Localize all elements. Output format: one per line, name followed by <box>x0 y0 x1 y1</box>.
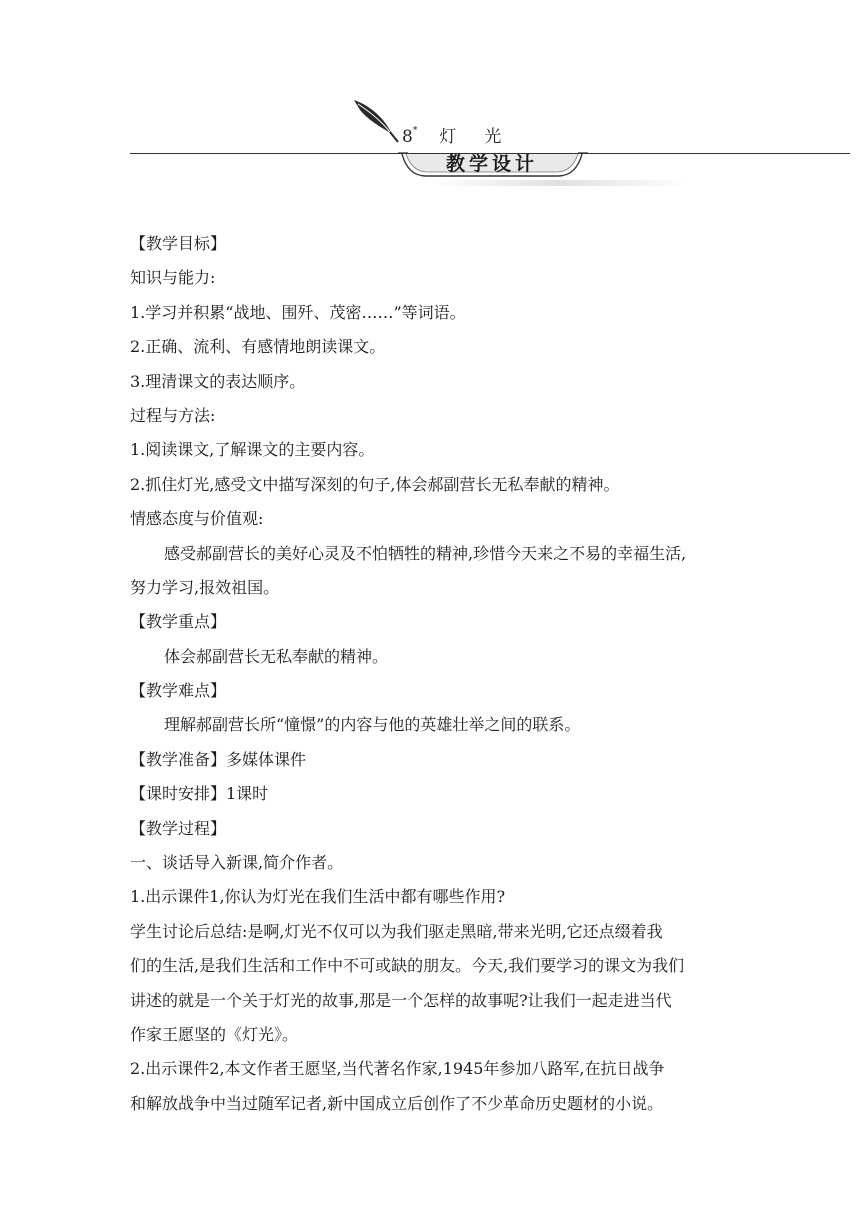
banner-shadow <box>430 180 690 186</box>
lesson-header <box>0 0 860 200</box>
list-item: 1.学习并积累“战地、围歼、茂密……”等词语。 <box>130 302 466 322</box>
section-heading: 【教学目标】 <box>130 234 227 253</box>
list-item: 2.抓住灯光,感受文中描写深刻的句子,体会郝副营长无私奉献的精神。 <box>130 474 620 494</box>
quill-feather-icon <box>352 98 400 144</box>
paragraph-line: 体会郝副营长无私奉献的精神。 <box>164 646 389 666</box>
paragraph-line: 讲述的就是一个关于灯光的故事,那是一个怎样的故事呢?让我们一起走进当代 <box>130 990 672 1010</box>
lesson-title <box>402 122 501 147</box>
title-char-1: 灯 <box>439 127 457 147</box>
paragraph-line: 感受郝副营长的美好心灵及不怕牺牲的精神,珍惜今天来之不易的幸福生活, <box>164 543 687 563</box>
subheading: 过程与方法: <box>130 405 216 425</box>
paragraph-line: 理解郝副营长所“憧憬”的内容与他的英雄壮举之间的联系。 <box>164 715 581 735</box>
paragraph-line: 作家王愿坚的《灯光》。 <box>130 1024 299 1044</box>
banner-title: 教学设计 <box>445 153 538 175</box>
paragraph-line: 学生讨论后总结:是啊,灯光不仅可以为我们驱走黑暗,带来光明,它还点缀着我 <box>130 921 663 941</box>
document-body <box>130 232 730 1126</box>
section-heading: 【课时安排】1课时 <box>130 784 269 804</box>
paragraph-line: 努力学习,报效祖国。 <box>130 577 280 597</box>
paragraph-line: 和解放战争中当过随军记者,新中国成立后创作了不少革命历史题材的小说。 <box>130 1093 664 1113</box>
title-char-2: 光 <box>484 127 502 147</box>
lesson-number: 8 <box>402 127 413 147</box>
list-item: 2.出示课件2,本文作者王愿坚,当代著名作家,1945年参加八路军,在抗日战争 <box>130 1059 665 1079</box>
list-item: 2.正确、流利、有感情地朗读课文。 <box>130 337 386 357</box>
list-item: 3.理清课文的表达顺序。 <box>130 371 306 391</box>
subheading: 情感态度与价值观: <box>130 509 264 529</box>
step-heading: 一、谈话导入新课,简介作者。 <box>130 853 344 873</box>
section-heading: 【教学重点】 <box>130 612 227 632</box>
subheading: 知识与能力: <box>130 268 216 288</box>
section-heading: 【教学准备】多媒体课件 <box>130 749 307 769</box>
list-item: 1.出示课件1,你认为灯光在我们生活中都有哪些作用? <box>130 887 506 907</box>
section-heading: 【教学过程】 <box>130 818 227 838</box>
list-item: 1.阅读课文,了解课文的主要内容。 <box>130 440 375 460</box>
lesson-mark: * <box>412 126 418 137</box>
paragraph-line: 们的生活,是我们生活和工作中不可或缺的朋友。今天,我们要学习的课文为我们 <box>130 956 685 976</box>
section-heading: 【教学难点】 <box>130 681 227 701</box>
